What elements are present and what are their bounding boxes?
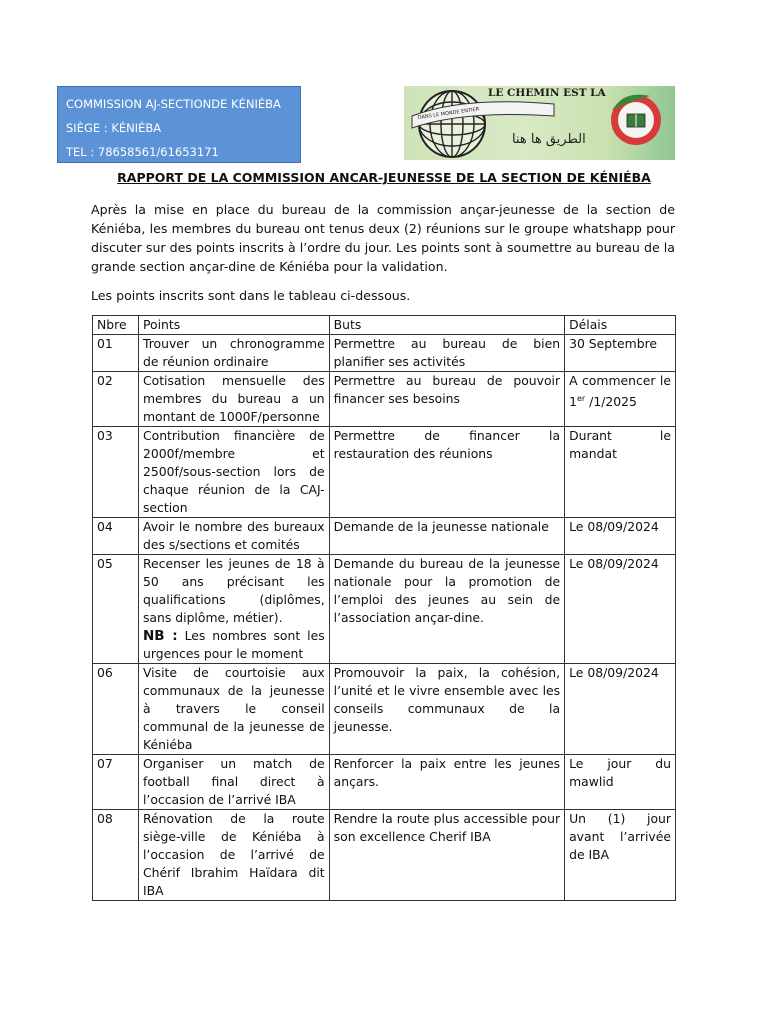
table-intro-text: Les points inscrits sont dans le tableau ci-dessous. xyxy=(91,288,411,303)
cell-nbre: 06 xyxy=(93,664,139,755)
nb-text: Les nombres sont les urgences pour le moment xyxy=(142,628,325,661)
cell-points: Avoir le nombre des bureaux des s/sections et comités xyxy=(138,518,329,555)
cell-delais xyxy=(565,372,676,427)
delais-text-end: /1/2025 xyxy=(585,394,637,410)
cell-nbre: 04 xyxy=(93,518,139,555)
cell-points xyxy=(138,555,329,664)
table-row xyxy=(93,518,676,555)
header-points: Points xyxy=(138,316,329,335)
header-tel: TEL : 78658561/61653171 xyxy=(66,145,219,159)
cell-delais: Le 08/09/2024 xyxy=(565,518,676,555)
cell-buts: Promouvoir la paix, la cohésion, l’unité et le vivre ensemble avec les conseils communaux de la jeunesse. xyxy=(329,664,564,755)
intro-paragraph: Après la mise en place du bureau de la commission ançar-jeunesse de la section de Kéniéba, les membres du bureau ont tenus deux (2) réunions sur le groupe whatshapp pour discuter sur des points inscrits à l’ordre du jour. Les points sont à soumettre au bureau de la grande section ançar-dine de Kéniéba pour la validation. xyxy=(91,202,675,274)
cell-buts: Permettre au bureau de bien planifier ses activités xyxy=(329,335,564,372)
table-row xyxy=(93,664,676,755)
cell-delais: Durant le mandat xyxy=(565,427,676,518)
cell-nbre: 02 xyxy=(93,372,139,427)
table-row xyxy=(93,335,676,372)
cell-buts: Permettre de financer la restauration des réunions xyxy=(329,427,564,518)
header-contact-box xyxy=(57,86,301,163)
header-delais: Délais xyxy=(565,316,676,335)
points-table xyxy=(92,315,676,901)
cell-points: Cotisation mensuelle des membres du bureau a un montant de 1000F/personne xyxy=(138,372,329,427)
cell-delais: Le 08/09/2024 xyxy=(565,555,676,664)
table-row xyxy=(93,427,676,518)
header-commission: COMMISSION AJ-SECTIONDE KÉNIÉBA xyxy=(66,97,281,111)
cell-buts: Demande du bureau de la jeunesse nationale pour la promotion de l’emploi des jeunes au sein de l’association ançar-dine. xyxy=(329,555,564,664)
table-row xyxy=(93,372,676,427)
cell-nbre: 05 xyxy=(93,555,139,664)
delais-text: A commencer le 1 xyxy=(569,373,671,410)
logo xyxy=(404,86,675,160)
cell-delais: 30 Septembre xyxy=(565,335,676,372)
table-row xyxy=(93,755,676,810)
table-row xyxy=(93,810,676,901)
table-row xyxy=(93,555,676,664)
cell-points: Rénovation de la route siège-ville de Kéniéba à l’occasion de l’arrivé de Chérif Ibrahim Haïdara dit IBA xyxy=(138,810,329,901)
cell-points: Trouver un chronogramme de réunion ordinaire xyxy=(138,335,329,372)
header-nbre: Nbre xyxy=(93,316,139,335)
cell-points: Visite de courtoisie aux communaux de la jeunesse à travers le conseil communal de la jeunesse de Kéniéba xyxy=(138,664,329,755)
cell-delais: Un (1) jour avant l’arrivée de IBA xyxy=(565,810,676,901)
nb-label: NB : xyxy=(142,628,178,644)
header-siege: SIÈGE : KÉNIÉBA xyxy=(66,121,162,135)
cell-buts: Rendre la route plus accessible pour son excellence Cherif IBA xyxy=(329,810,564,901)
cell-points: Organiser un match de football final direct à l’occasion de l’arrivé IBA xyxy=(138,755,329,810)
cell-delais: Le 08/09/2024 xyxy=(565,664,676,755)
globe-ribbon-text: DANS LE MONDE ENTIER xyxy=(417,106,480,121)
cell-buts: Demande de la jeunesse nationale xyxy=(329,518,564,555)
logo-title: LE CHEMIN EST LA xyxy=(488,87,606,99)
cell-nbre: 07 xyxy=(93,755,139,810)
cell-nbre: 01 xyxy=(93,335,139,372)
cell-points: Contribution financière de 2000f/membre et 2500f/sous-section lors de chaque réunion de la CAJ-section xyxy=(138,427,329,518)
cell-nbre: 08 xyxy=(93,810,139,901)
table-header-row xyxy=(93,316,676,335)
report-title: RAPPORT DE LA COMMISSION ANCAR-JEUNESSE DE LA SECTION DE KÉNIÉBA xyxy=(117,170,651,185)
delais-superscript: er xyxy=(576,394,586,403)
logo-arabic-text: الطريق ها هنا xyxy=(512,132,586,147)
header-buts: Buts xyxy=(329,316,564,335)
cell-buts: Permettre au bureau de pouvoir financer ses besoins xyxy=(329,372,564,427)
points-text: Recenser les jeunes de 18 à 50 ans précisant les qualifications (diplômes, sans diplôme, métier). xyxy=(142,556,325,625)
cell-nbre: 03 xyxy=(93,427,139,518)
cell-buts: Renforcer la paix entre les jeunes ançars. xyxy=(329,755,564,810)
cell-delais: Le jour du mawlid xyxy=(565,755,676,810)
